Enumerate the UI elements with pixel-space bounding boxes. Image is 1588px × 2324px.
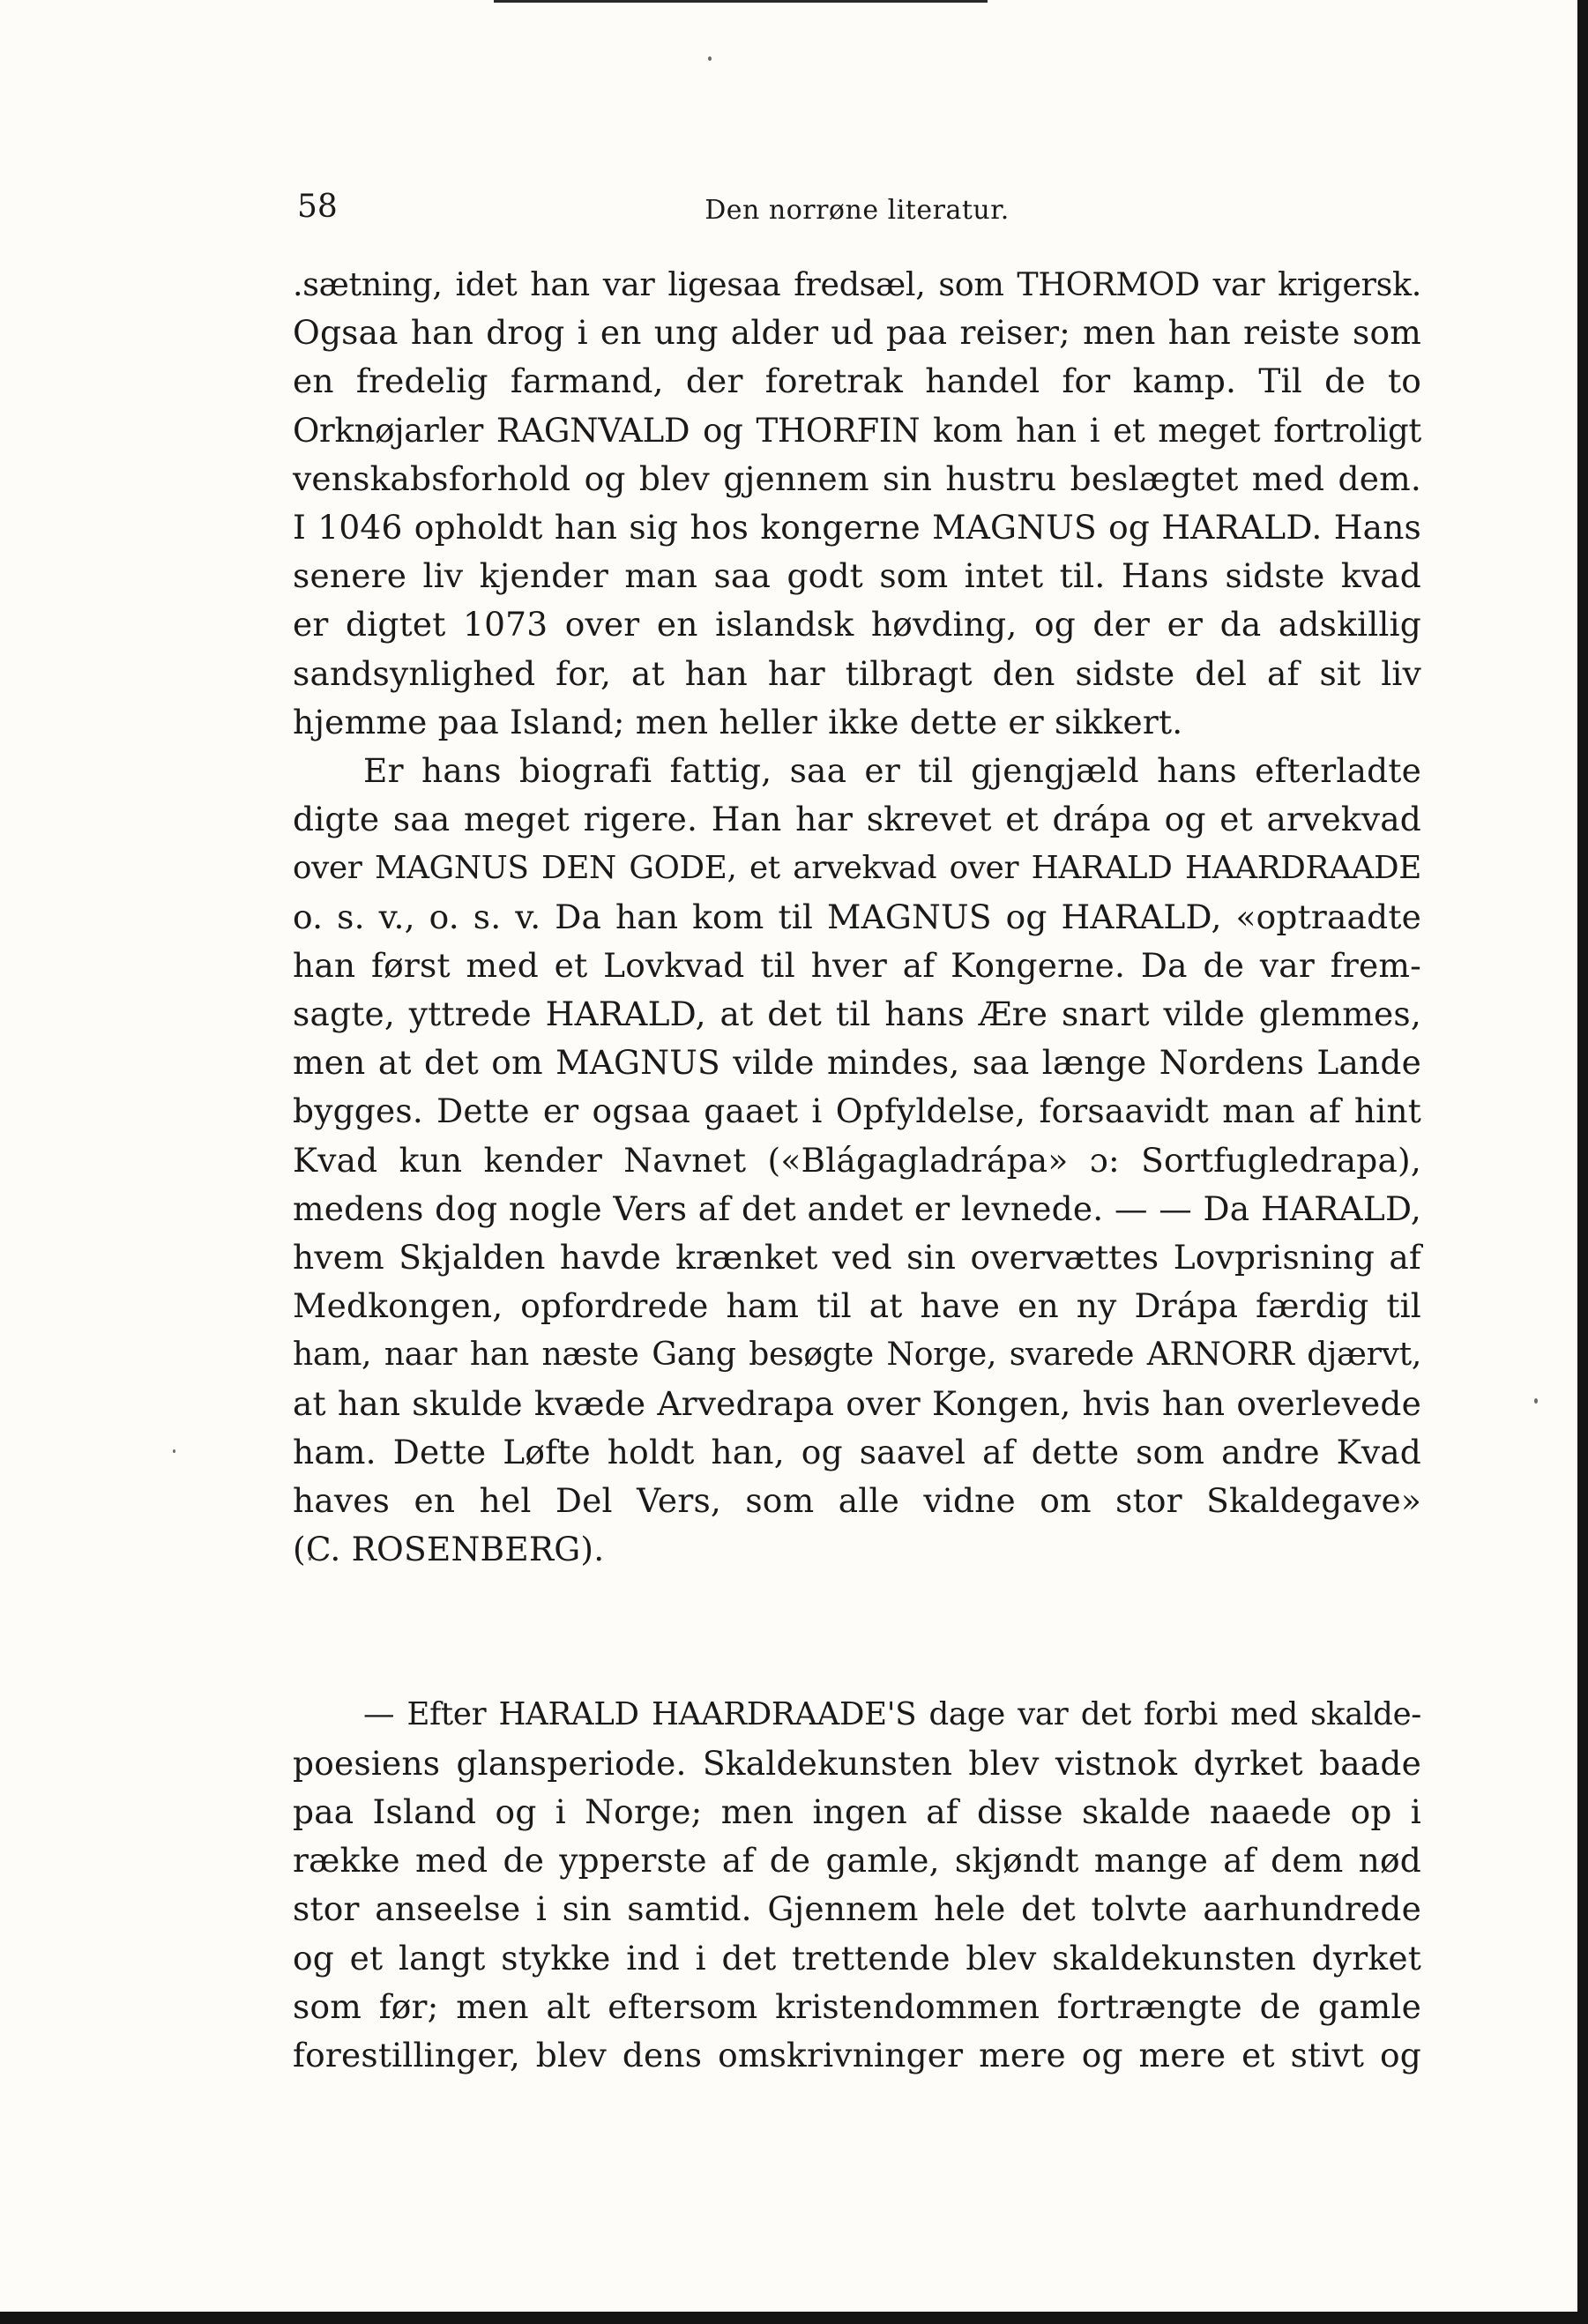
paragraph	[293, 1690, 1421, 2080]
section-gap	[293, 1574, 1421, 1690]
text-line: Kvad kun kender Navnet («Blágagladrápa» ɔ: Sortfugledrapa),	[293, 1140, 1421, 1180]
scan-speck	[173, 1449, 175, 1453]
scan-edge-bottom	[0, 2312, 1588, 2324]
scan-speck	[708, 56, 712, 61]
text-line: Er hans biografi fattig, saa er til gjengjæld hans efterladte	[363, 751, 1421, 791]
text-line: over MAGNUS DEN GODE, et arvekvad over HARALD HAARDRAADE	[293, 850, 1421, 887]
paragraph	[293, 260, 1421, 747]
text-line: række med de ypperste af de gamle, skjøndt mange af dem nød	[293, 1841, 1421, 1881]
text-line: bygges. Dette er ogsaa gaaet i Opfyldelse, forsaavidt man af hint	[293, 1091, 1421, 1131]
text-line: (C. ROSENBERG).	[293, 1530, 605, 1569]
text-line: .sætning, idet han var ligesaa fredsæl, som THORMOD var krigersk.	[293, 265, 1421, 303]
scan-edge-right	[1577, 0, 1588, 2324]
scan-edge-top	[494, 0, 988, 3]
text-line: som før; men alt eftersom kristendommen fortrængte de gamle	[293, 1986, 1421, 2026]
text-line: ham. Dette Løfte holdt han, og saavel af dette som andre Kvad	[293, 1432, 1421, 1471]
text-line: senere liv kjender man saa godt som intet til. Hans sidste kvad	[293, 556, 1421, 596]
scan-speck	[1534, 1398, 1538, 1404]
text-line: poesiens glansperiode. Skaldekunsten blev vistnok dyrket baade	[293, 1743, 1421, 1783]
text-line: Orknøjarler RAGNVALD og THORFIN kom han i et meget fortroligt	[293, 411, 1421, 450]
page-header	[293, 181, 1421, 234]
text-line: hvem Skjalden havde krænket ved sin overvættes Lovprisning af	[293, 1238, 1421, 1277]
body-text	[293, 260, 1421, 2080]
text-line: medens dog nogle Vers af det andet er levnede. — — Da HARALD,	[293, 1188, 1421, 1228]
text-line: venskabsforhold og blev gjennem sin hustru beslægtet med dem.	[293, 458, 1421, 498]
text-line: Medkongen, opfordrede ham til at have en ny Drápa færdig til	[293, 1286, 1421, 1326]
text-line: han først med et Lovkvad til hver af Kongerne. Da de var frem-	[293, 945, 1421, 985]
text-line: Ogsaa han drog i en ung alder ud paa reiser; men han reiste som	[293, 313, 1421, 353]
text-line: — Efter HARALD HAARDRAADE'S dage var det forbi med skalde-	[363, 1696, 1421, 1733]
text-line: sandsynlighed for, at han har tilbragt den sidste del af sit liv	[293, 653, 1421, 693]
text-line: digte saa meget rigere. Han har skrevet et drápa og et arvekvad	[293, 800, 1421, 839]
page-content	[293, 181, 1421, 2080]
text-line: at han skulde kvæde Arvedrapa over Kongen, hvis han overlevede	[293, 1383, 1421, 1423]
text-line: hjemme paa Island; men heller ikke dette er sikkert.	[293, 702, 1183, 741]
paragraph	[293, 747, 1421, 1574]
text-line: forestillinger, blev dens omskrivninger mere og mere et stivt og	[293, 2035, 1421, 2074]
page-number: 58	[297, 189, 338, 225]
text-line: ham, naar han næste Gang besøgte Norge, svarede ARNORR djærvt,	[293, 1336, 1421, 1374]
text-line: og et langt stykke ind i det trettende blev skaldekunsten dyrket	[293, 1938, 1421, 1978]
text-line: er digtet 1073 over en islandsk høvding, og der er da adskillig	[293, 605, 1421, 644]
text-line: en fredelig farmand, der foretrak handel for kamp. Til de to	[293, 361, 1421, 401]
text-line: I 1046 opholdt han sig hos kongerne MAGNUS og HARALD. Hans	[293, 508, 1421, 547]
text-line: sagte, yttrede HARALD, at det til hans Ære snart vilde glemmes,	[293, 994, 1421, 1034]
text-line: paa Island og i Norge; men ingen af disse skalde naaede op i	[293, 1791, 1421, 1831]
text-line: o. s. v., o. s. v. Da han kom til MAGNUS og HARALD, «optraadte	[293, 897, 1421, 936]
text-line: men at det om MAGNUS vilde mindes, saa længe Nordens Lande	[293, 1043, 1421, 1083]
running-head: Den norrøne literatur.	[705, 195, 1010, 226]
text-line: haves en hel Del Vers, som alle vidne om stor Skaldegave»	[293, 1481, 1421, 1521]
text-line: stor anseelse i sin samtid. Gjennem hele det tolvte aarhundrede	[293, 1889, 1421, 1929]
